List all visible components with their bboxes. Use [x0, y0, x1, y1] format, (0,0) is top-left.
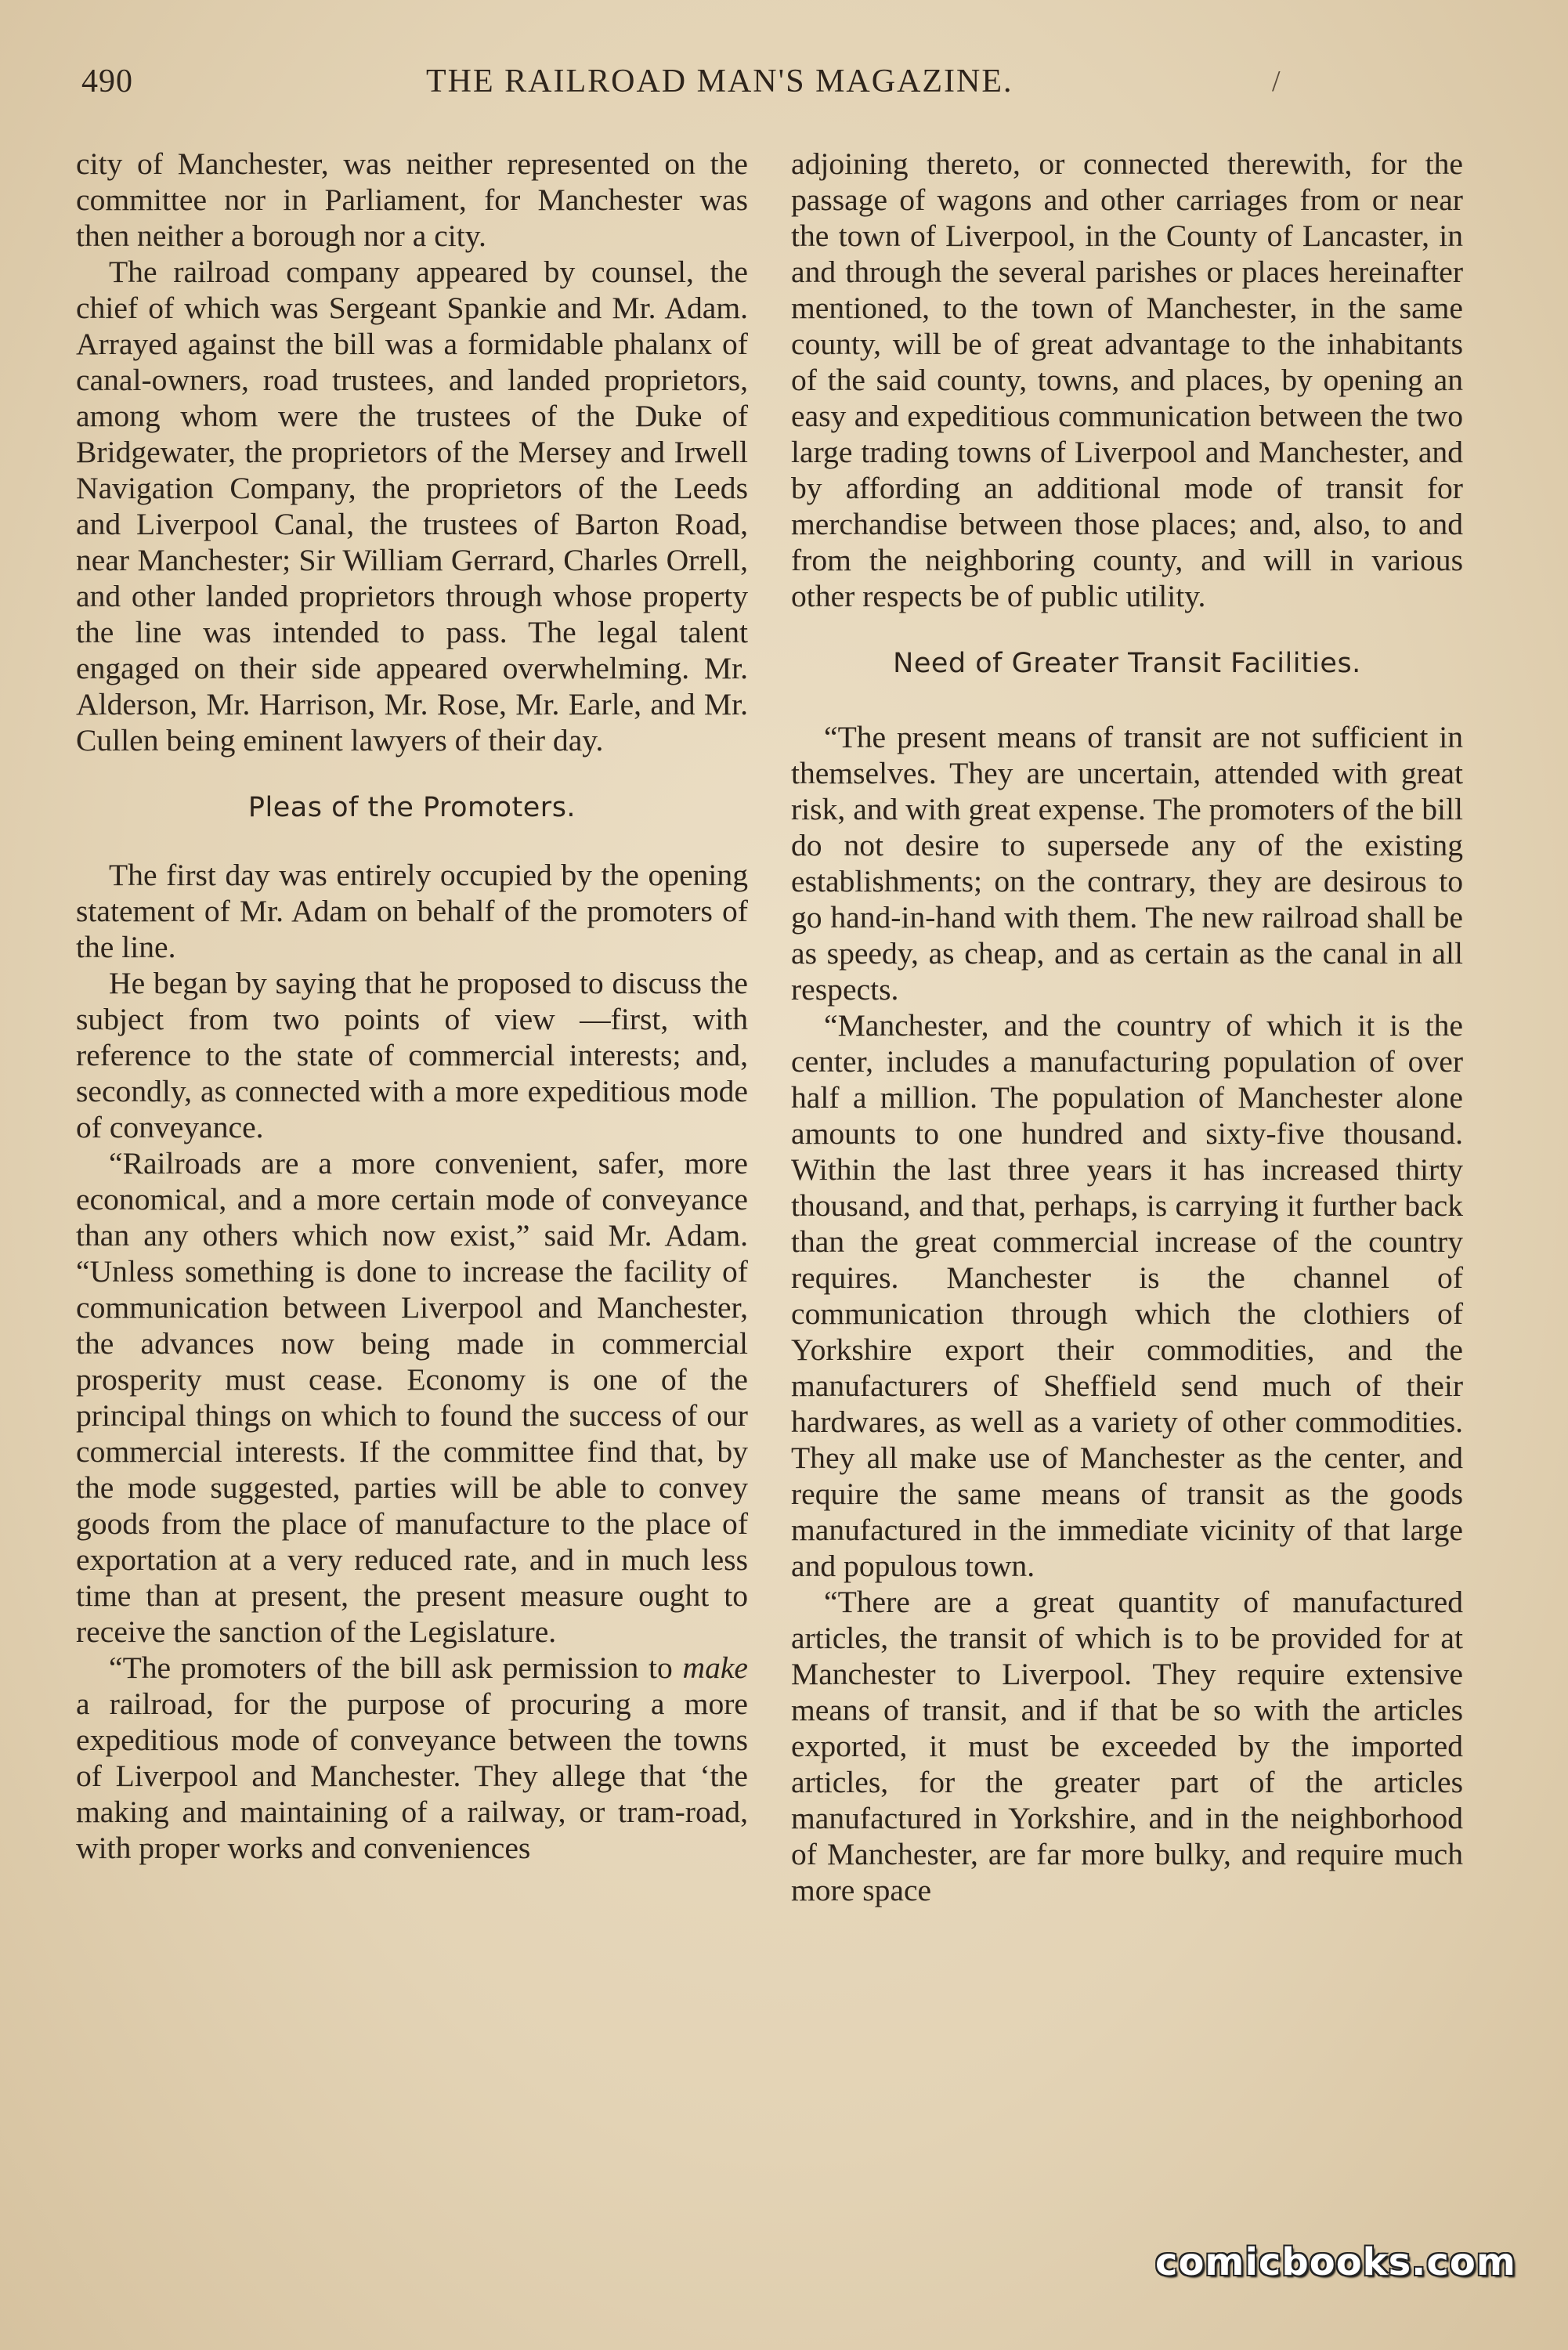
paragraph: The railroad company appeared by counsel, the chief of which was Sergeant Spankie and Mr. Adam. Arrayed against the bill was a formidable phalanx of canal-owners, road trustees, and landed proprietors, among whom were the trustees of the Duke of Bridgewater, the proprietors of the Mersey and Irwell Navigation Company, the proprietors of the Leeds and Liverpool Canal, the trustees of Barton Road, near Manchester; Sir William Gerrard, Charles Orrell, and other landed proprietors through whose property the line was intended to pass. The legal talent engaged on their side appeared overwhelming. Mr. Alderson, Mr. Harrison, Mr. Rose, Mr. Earle, and Mr. Cullen being eminent lawyers of their day. [76, 255, 748, 757]
paragraph: “Manchester, and the country of which it is the center, includes a manufacturing population of over half a million. The population of Manchester alone amounts to one hundred and sixty-five thousand. Within the last three years it has increased thirty thousand, and that, perhaps, is carrying it further back than the great commercial increase of the country requires. Manchester is the channel of communication through which the clothiers of Yorkshire export their commodities, and the manufacturers of Sheffield send much of their hardwares, as well as a variety of other commodities. They all make use of Manchester as the center, and require the same means of transit as the goods manufactured in the immediate vicinity of that large and populous town. [791, 1008, 1463, 1583]
section-heading: Need of Greater Transit Facilities. [893, 648, 1361, 679]
text-run: “The promoters of the bill ask permission to [109, 1650, 683, 1685]
paragraph: city of Manchester, was neither represented on the committee nor in Parliament, for Manchester was then neither a borough nor a city. [76, 146, 748, 253]
pencil-mark-icon: / [1272, 65, 1281, 98]
site-watermark: comicbooks.com [1155, 2240, 1516, 2284]
paragraph: adjoining thereto, or connected therewith, for the passage of wagons and other carriages from or near the town of Liverpool, in the County of Lancaster, in and through the several parishes or places hereinafter mentioned, to the town of Manchester, in the same county, will be of great advantage to the inhabitants of the said county, towns, and places, by opening an easy and expeditious communication between the two large trading towns of Liverpool and Manchester, and by affording an additional mode of transit for merchandise between those places; and, also, to and from the neighboring county, and will in various other respects be of public utility. [791, 146, 1463, 613]
emphasis: make [682, 1650, 748, 1685]
paragraph: “The present means of transit are not sufficient in themselves. They are uncertain, attended with great risk, and with great expense. The promoters of the bill do not desire to supersede any of the existing establishments; on the contrary, they are desirous to go hand-in-hand with them. The new railroad shall be as speedy, as cheap, and as certain as the canal in all respects. [791, 720, 1463, 1007]
paragraph: “Railroads are a more convenient, safer, more economical, and a more certain mode of conveyance than any others which now exist,” said Mr. Adam. “Unless something is done to increase the facility of communication between Liverpool and Manchester, the advances now being made in commercial prosperity must cease. Economy is one of the principal things on which to found the success of our commercial interests. If the committee find that, by the mode suggested, parties will be able to convey goods from the place of manufacture to the place of exportation at a very reduced rate, and in much less time than at present, the present measure ought to receive the sanction of the Legislature. [76, 1146, 748, 1649]
paragraph: The first day was entirely occupied by the opening statement of Mr. Adam on behalf of the promoters of the line. [76, 858, 748, 964]
page-header [81, 63, 1476, 118]
paragraph: “There are a great quantity of manufactured articles, the transit of which is to be provided for at Manchester to Liverpool. They require extensive means of transit, and if that be so with the articles exported, it must be exceeded by the imported articles, for the greater part of the articles manufactured in Yorkshire, and in the neighborhood of Manchester, are far more bulky, and require much more space [791, 1585, 1463, 1907]
left-column [76, 146, 748, 1866]
page-number: 490 [81, 63, 133, 99]
text-run: a railroad, for the purpose of procuring a more expeditious mode of conveyance between the towns of Liverpool and Manchester. They allege that ‘the making and maintaining of a railway, or tram-road, with proper works and conveniences [76, 1687, 748, 1865]
section-heading: Pleas of the Promoters. [247, 792, 576, 823]
paragraph: He began by saying that he proposed to discuss the subject from two points of view —first, with reference to the state of commercial interests; and, secondly, as connected with a more expeditious mode of conveyance. [76, 966, 748, 1144]
right-column [791, 146, 1463, 1908]
running-title: THE RAILROAD MAN'S MAGAZINE. [426, 63, 1013, 99]
paragraph [76, 1650, 748, 1866]
